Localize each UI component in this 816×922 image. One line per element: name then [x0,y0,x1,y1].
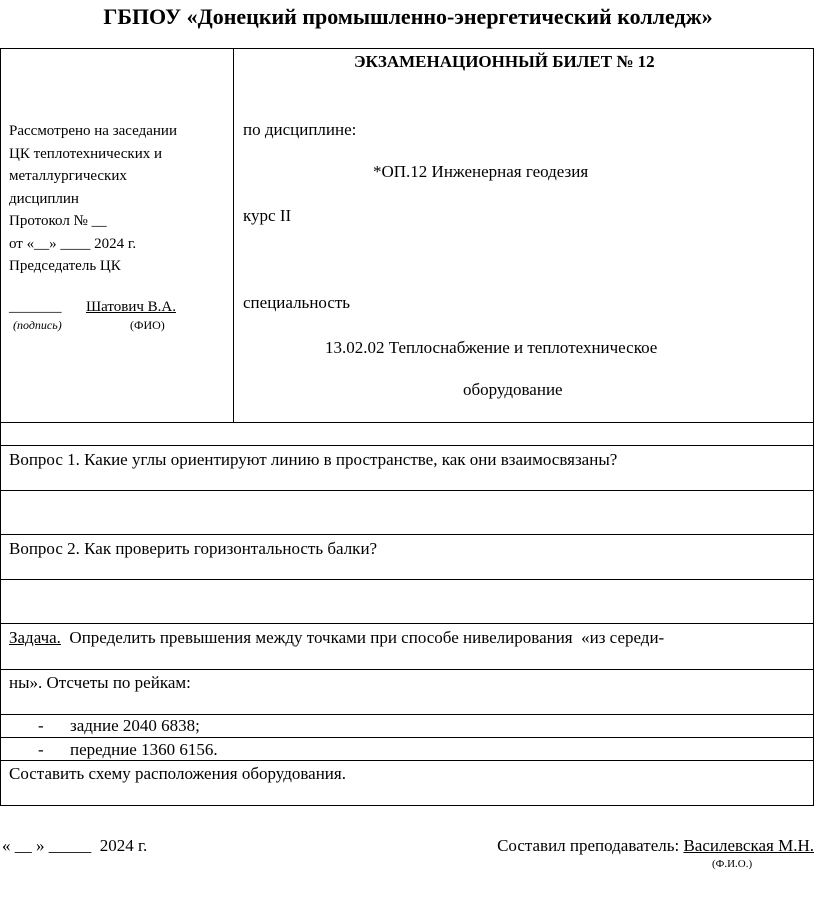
task-text [9,628,664,648]
approval-line: металлургических [9,168,127,184]
list-item: задние 2040 6838; [70,716,200,735]
composed-label: Составил преподаватель: [497,836,684,855]
task-line: ны». Отсчеты по рейкам: [9,673,191,692]
discipline-label: по дисциплине: [243,120,357,139]
footer-caption: (Ф.И.О.) [712,858,753,870]
task-final: Составить схему расположения оборудования. [9,764,346,783]
approval-line: Председатель ЦК [9,258,121,274]
teacher-name: Василевская М.Н. [683,836,814,855]
row-divider [0,714,814,715]
task-label: Задача. [9,628,61,647]
row-divider [0,760,814,761]
approval-line: Рассмотрено на заседании [9,123,177,139]
row-divider [0,490,814,491]
row-divider [0,422,814,423]
row-divider [0,669,814,670]
course: курс II [243,206,292,225]
column-divider [233,48,234,423]
row-divider [0,534,814,535]
ticket-title: ЭКЗАМЕНАЦИОННЫЙ БИЛЕТ № 12 [354,52,655,71]
specialty-line: оборудование [463,380,563,399]
chair-name: Шатович В.А. [86,299,176,315]
list-bullet: - [38,716,44,735]
approval-line: дисциплин [9,190,79,207]
name-caption: (ФИО) [130,318,165,332]
approval-line: от «__» ____ 2024 г. [9,235,137,252]
row-divider [0,579,814,580]
specialty-label: специальность [243,293,351,312]
college-title: ГБПОУ «Донецкий промышленно-энергетический колледж» [103,4,713,29]
question-2: Вопрос 2. Как проверить горизонтальность балки? [9,539,378,558]
footer-date: « __ » _____ 2024 г. [2,836,148,855]
list-item: передние 1360 6156. [70,740,218,759]
row-divider [0,737,814,738]
approval-line: Протокол № __ [9,213,107,229]
approval-line: ЦК теплотехнических и [9,145,163,162]
signature-blank: _______ [9,299,62,315]
row-divider [0,623,814,624]
question-1: Вопрос 1. Какие углы ориентируют линию в пространстве, как они взаимосвязаны? [9,450,618,469]
approval-block [9,120,177,278]
specialty-line: 13.02.02 Теплоснабжение и теплотехническое [325,338,658,357]
discipline-name: *ОП.12 Инженерная геодезия [373,162,589,181]
task-line: Определить превышения между точками при способе нивелирования «из середи- [60,628,665,647]
row-divider [0,445,814,446]
signature-caption: (подпись) [13,318,62,332]
composed-by [497,836,814,856]
list-bullet: - [38,740,44,759]
